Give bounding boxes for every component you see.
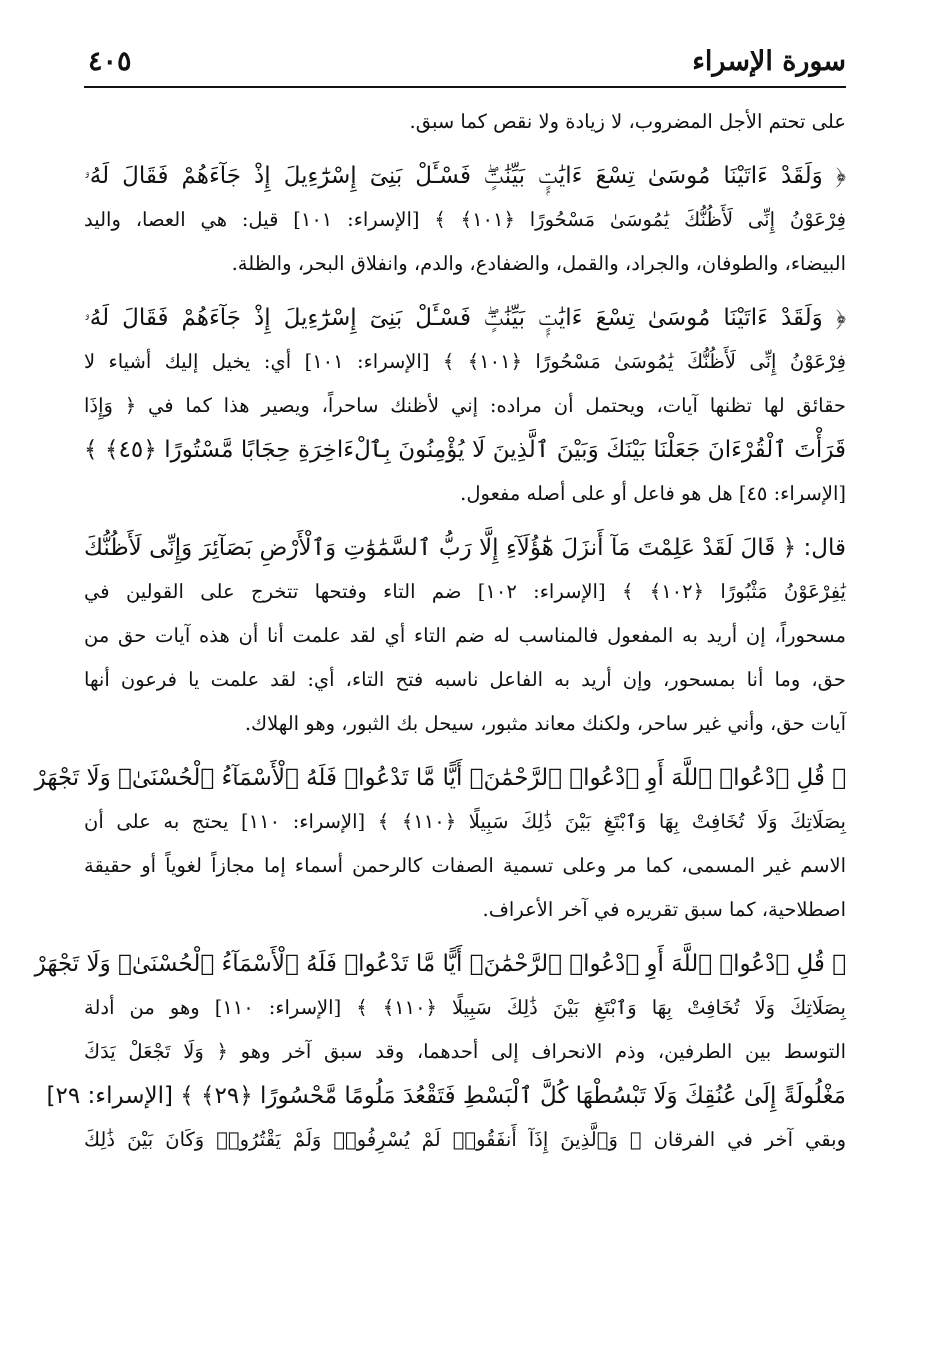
paragraph bbox=[34, 756, 846, 932]
text-line: مسحوراً، إن أريد به المفعول فالمناسب له ضم التاء أي لقد علمت أنا أن هذه آيات حق من bbox=[84, 624, 846, 647]
quran-verse-line: قَرَأْتَ ٱلْقُرْءَانَ جَعَلْنَا بَيْنَكَ وَبَيْنَ ٱلَّذِينَ لَا يُؤْمِنُونَ بِٱلْءَاخِرَةِ حِجَابًا مَّسْتُورًا ﴿٤٥﴾ ﴾ bbox=[84, 437, 847, 463]
text-line: حق، وما أنا بمسحور، وإن أريد به الفاعل ناسبه فتح التاء، أي: لقد علمت يا فرعون أنها bbox=[84, 668, 846, 691]
quran-verse-line: مَغْلُولَةً إِلَىٰ عُنُقِكَ وَلَا تَبْسُطْهَا كُلَّ ٱلْبَسْطِ فَتَقْعُدَ مَلُومًا مَّحْسُورًا ﴿٢٩﴾ ﴾ [الإسراء: ٢٩] bbox=[46, 1083, 846, 1109]
text-line: حقائق لها تظنها آيات، ويحتمل أن مراده: إني لأظنك ساحراً، ويصير هذا كما في ﴿ وَإِذَا bbox=[84, 394, 846, 417]
text-line: [الإسراء: ٤٥] هل هو فاعل أو على أصله مفعول. bbox=[460, 482, 846, 505]
quran-verse-line: ﴿ قُلِ ٱدْعُوا۟ ٱللَّهَ أَوِ ٱدْعُوا۟ ٱلرَّحْمَٰنَۖ أَيًّا مَّا تَدْعُوا۟ فَلَهُ ٱلْأَسْمَآءُ ٱلْحُسْنَىٰۚ وَلَا تَجْهَرْ bbox=[34, 951, 846, 977]
text-line: الاسم غير المسمى، كما مر وعلى تسمية الصفات كالرحمن أسماء إما مجازاً لغوياً أو حقيقة bbox=[84, 854, 846, 877]
paragraph bbox=[34, 942, 846, 1162]
text-line: بِصَلَاتِكَ وَلَا تُخَافِتْ بِهَا وَٱبْتَغِ بَيْنَ ذَٰلِكَ سَبِيلًا ﴿١١٠﴾ ﴾ [الإسراء: ١١٠] وهو من أدلة bbox=[84, 996, 846, 1019]
page-body bbox=[34, 100, 847, 1162]
paragraph bbox=[84, 526, 846, 746]
quran-verse-line: قال: ﴿ قَالَ لَقَدْ عَلِمْتَ مَآ أَنزَلَ هَٰٓؤُلَآءِ إِلَّا رَبُّ ٱلسَّمَٰوَٰتِ وَٱلْأَرْضِ بَصَآئِرَ وَإِنِّى لَأَظُنُّكَ bbox=[84, 535, 846, 561]
quran-verse-line: ﴿ قُلِ ٱدْعُوا۟ ٱللَّهَ أَوِ ٱدْعُوا۟ ٱلرَّحْمَٰنَۖ أَيًّا مَّا تَدْعُوا۟ فَلَهُ ٱلْأَسْمَآءُ ٱلْحُسْنَىٰۚ وَلَا تَجْهَرْ bbox=[34, 765, 846, 791]
surah-title: سورة الإسراء bbox=[692, 46, 846, 77]
paragraph bbox=[84, 296, 846, 516]
text-line: البيضاء، والطوفان، والجراد، والقمل، والضفادع، والدم، وانفلاق البحر، والظلة. bbox=[231, 252, 846, 275]
text-line: وبقي آخر في الفرقان ﴿ وَٱلَّذِينَ إِذَآ أَنفَقُوا۟ لَمْ يُسْرِفُوا۟ وَلَمْ يَقْتُرُوا۟ وَكَانَ بَيْنَ ذَٰلِكَ bbox=[84, 1128, 846, 1151]
text-line: التوسط بين الطرفين، وذم الانحراف إلى أحدهما، وقد سبق آخر وهو ﴿ وَلَا تَجْعَلْ يَدَكَ bbox=[84, 1040, 846, 1063]
text-line: على تحتم الأجل المضروب، لا زيادة ولا نقص كما سبق. bbox=[409, 110, 846, 133]
paragraph bbox=[84, 154, 846, 286]
paragraph bbox=[84, 100, 846, 144]
text-line: فِرْعَوْنُ إِنِّى لَأَظُنُّكَ يَٰمُوسَىٰ مَسْحُورًا ﴿١٠١﴾ ﴾ [الإسراء: ١٠١] قيل: هي العصا، واليد bbox=[84, 208, 846, 231]
page-header bbox=[84, 40, 846, 88]
text-line: فِرْعَوْنُ إِنِّى لَأَظُنُّكَ يَٰمُوسَىٰ مَسْحُورًا ﴿١٠١﴾ ﴾ [الإسراء: ١٠١] أي: يخيل إليك أشياء لا bbox=[84, 350, 846, 373]
text-line: اصطلاحية، كما سبق تقريره في آخر الأعراف. bbox=[482, 898, 846, 921]
page-number: ٤٠٥ bbox=[88, 46, 132, 77]
quran-verse-line: ﴿ وَلَقَدْ ءَاتَيْنَا مُوسَىٰ تِسْعَ ءَايَٰتٍۭ بَيِّنَٰتٍۖ فَسْـَٔلْ بَنِىٓ إِسْرَٰٓءِيلَ إِذْ جَآءَهُمْ فَقَالَ لَهُۥ bbox=[84, 163, 846, 189]
quran-verse-line: ﴿ وَلَقَدْ ءَاتَيْنَا مُوسَىٰ تِسْعَ ءَايَٰتٍۭ بَيِّنَٰتٍۖ فَسْـَٔلْ بَنِىٓ إِسْرَٰٓءِيلَ إِذْ جَآءَهُمْ فَقَالَ لَهُۥ bbox=[84, 305, 846, 331]
text-line: بِصَلَاتِكَ وَلَا تُخَافِتْ بِهَا وَٱبْتَغِ بَيْنَ ذَٰلِكَ سَبِيلًا ﴿١١٠﴾ ﴾ [الإسراء: ١١٠] يحتج به على أن bbox=[84, 810, 846, 833]
text-line: آيات حق، وأني غير ساحر، ولكنك معاند مثبور، سيحل بك الثبور، وهو الهلاك. bbox=[244, 712, 846, 735]
text-line: يَٰفِرْعَوْنُ مَثْبُورًا ﴿١٠٢﴾ ﴾ [الإسراء: ١٠٢] ضم التاء وفتحها تتخرج على القولين في bbox=[84, 580, 846, 603]
book-page bbox=[34, 40, 847, 1172]
